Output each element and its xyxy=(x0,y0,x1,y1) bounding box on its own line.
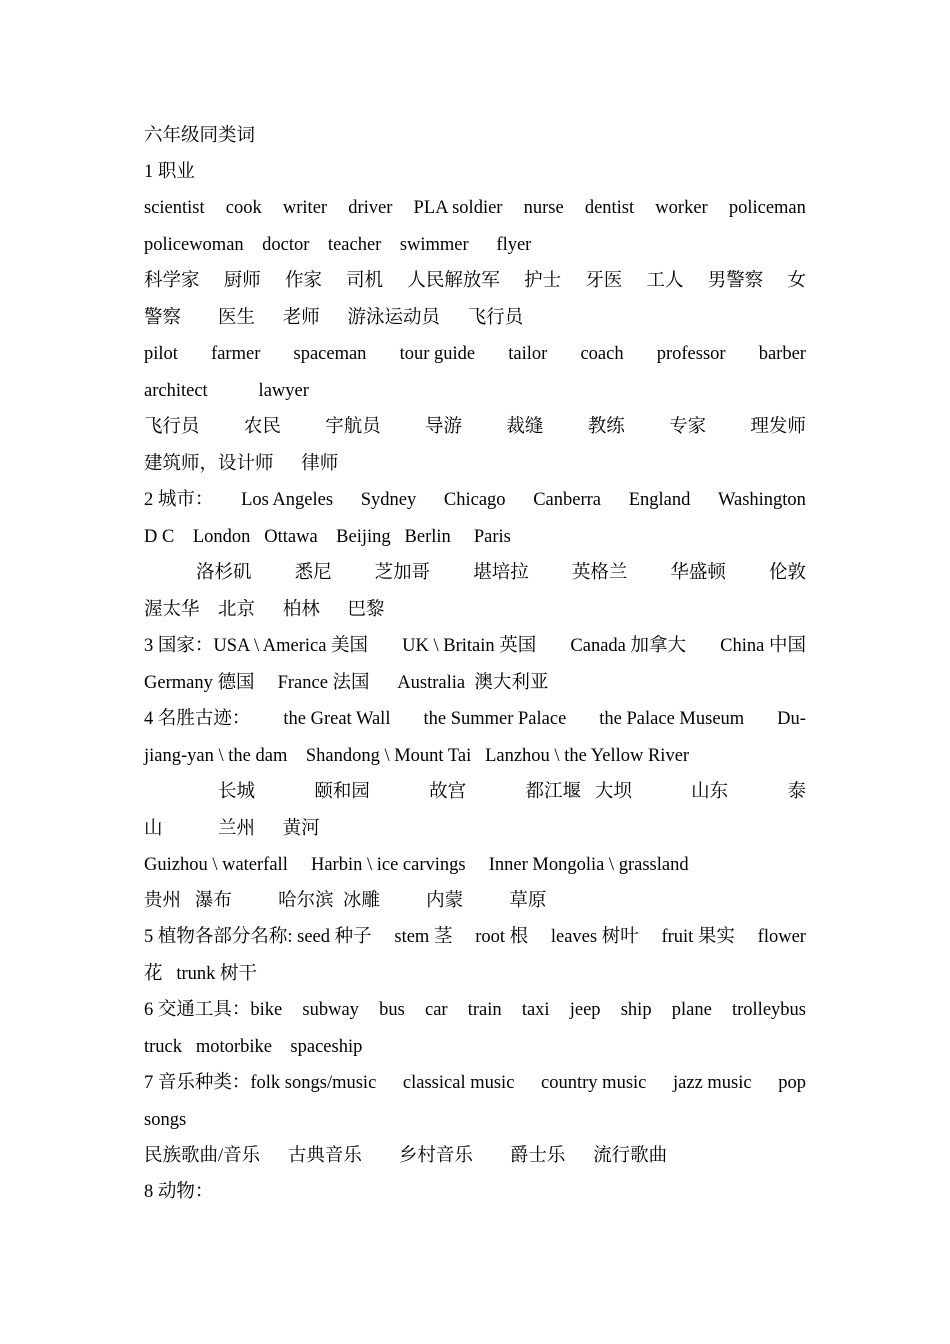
text-line: Germany 德国 France 法国 Australia 澳大利亚 xyxy=(144,673,549,693)
text-line: 花 trunk 树干 xyxy=(144,964,258,984)
section-heading-music: 7 音乐种类：folk songs/music classical music country music jazz music pop xyxy=(144,1073,806,1093)
text-line: 建筑师，设计师 律师 xyxy=(144,454,339,474)
text-line: 长城 颐和园 故宫 都江堰 大坝 山东 泰 xyxy=(218,782,806,802)
text-line: jiang-yan \ the dam Shandong \ Mount Tai Lanzhou \ the Yellow River xyxy=(144,746,690,766)
text-line: 民族歌曲/音乐 古典音乐 乡村音乐 爵士乐 流行歌曲 xyxy=(144,1146,668,1166)
document-title: 六年级同类词 xyxy=(144,126,256,146)
document-body xyxy=(144,122,806,1214)
section-heading-animals: 8 动物： xyxy=(144,1182,214,1202)
text-line: 科学家 厨师 作家 司机 人民解放军 护士 牙医 工人 男警察 女 xyxy=(144,271,806,291)
section-heading-plants: 5 植物各部分名称: seed 种子 stem 茎 root 根 leaves 树叶 fruit 果实 flower xyxy=(144,927,806,947)
text-line: policewoman doctor teacher swimmer flyer xyxy=(144,235,532,255)
text-line: 贵州 瀑布 哈尔滨 冰雕 内蒙 草原 xyxy=(144,891,547,911)
text-line: Guizhou \ waterfall Harbin \ ice carvings Inner Mongolia \ grassland xyxy=(144,855,689,875)
section-heading-places: 4 名胜古迹： the Great Wall the Summer Palace the Palace Museum Du- xyxy=(144,709,806,729)
text-line: 飞行员 农民 宇航员 导游 裁缝 教练 专家 理发师 xyxy=(144,417,806,437)
text-line: 洛杉矶 悉尼 芝加哥 堪培拉 英格兰 华盛顿 伦敦 xyxy=(196,563,806,583)
section-heading-occupations: 1 职业 xyxy=(144,162,195,182)
text-line: 山 兰州 黄河 xyxy=(144,819,320,839)
text-line: truck motorbike spaceship xyxy=(144,1037,363,1057)
text-line: D C London Ottawa Beijing Berlin Paris xyxy=(144,527,511,547)
text-line: 警察 医生 老师 游泳运动员 飞行员 xyxy=(144,308,524,328)
text-line: songs xyxy=(144,1110,187,1130)
text-line: scientist cook writer driver PLA soldier nurse dentist worker policeman xyxy=(144,198,806,218)
section-heading-transport: 6 交通工具：bike subway bus car train taxi jeep ship plane trolleybus xyxy=(144,1000,806,1020)
text-line: pilot farmer spaceman tour guide tailor coach professor barber xyxy=(144,344,806,364)
text-line: 渥太华 北京 柏林 巴黎 xyxy=(144,600,385,620)
section-heading-countries: 3 国家：USA \ America 美国 UK \ Britain 英国 Canada 加拿大 China 中国 xyxy=(144,636,806,656)
section-heading-cities: 2 城市： Los Angeles Sydney Chicago Canberra England Washington xyxy=(144,490,806,510)
text-line: architect lawyer xyxy=(144,381,309,401)
